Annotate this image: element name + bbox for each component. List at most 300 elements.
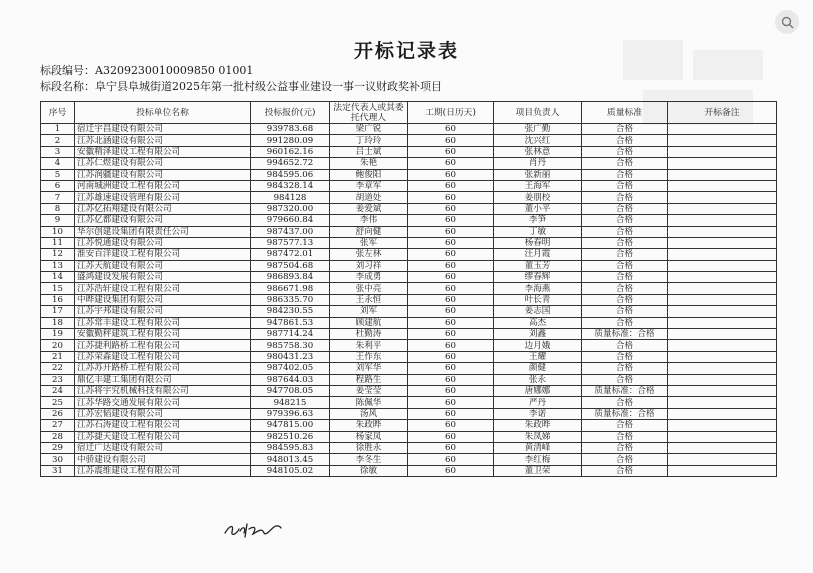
- cell-period: 60: [408, 135, 494, 146]
- cell-rep: 姜爱斌: [330, 203, 408, 214]
- table-row: [41, 374, 777, 385]
- cell-remarks: [668, 283, 777, 294]
- cell-seq: 11: [41, 237, 75, 248]
- cell-seq: 29: [41, 442, 75, 453]
- cell-rep: 刘习祥: [330, 260, 408, 271]
- cell-rep: 姜莹莹: [330, 385, 408, 396]
- cell-manager: 李诺: [494, 408, 582, 419]
- cell-quality: 合格: [582, 317, 668, 328]
- table-row: [41, 146, 777, 157]
- cell-manager: 汪月霞: [494, 249, 582, 260]
- cell-manager: 姜朋校: [494, 192, 582, 203]
- cell-rep: 舒向健: [330, 226, 408, 237]
- cell-company: 河南城洲建设工程有限公司: [75, 180, 251, 191]
- section-number: [40, 62, 253, 78]
- cell-price: 984595.83: [251, 442, 330, 453]
- cell-remarks: [668, 237, 777, 248]
- cell-period: 60: [408, 454, 494, 465]
- cell-rep: 刘军: [330, 306, 408, 317]
- cell-manager: 叶长青: [494, 294, 582, 305]
- cell-company: 江苏荣森建设工程有限公司: [75, 351, 251, 362]
- cell-company: 宿迁宇昌建设有限公司: [75, 124, 251, 135]
- bid-opening-table: [40, 101, 777, 477]
- cell-period: 60: [408, 203, 494, 214]
- section-name: [40, 78, 442, 94]
- cell-price: 948013.45: [251, 454, 330, 465]
- cell-remarks: [668, 363, 777, 374]
- cell-company: 江苏悦通建设有限公司: [75, 237, 251, 248]
- cell-manager: 张永: [494, 374, 582, 385]
- section-number-label: 标段编号：: [40, 64, 95, 77]
- cell-period: 60: [408, 146, 494, 157]
- cell-rep: 杜勤涛: [330, 329, 408, 340]
- header-company: 投标单位名称: [75, 102, 251, 124]
- table-row: [41, 306, 777, 317]
- cell-manager: 朱凤娣: [494, 431, 582, 442]
- cell-manager: 李海燕: [494, 283, 582, 294]
- table-row: [41, 340, 777, 351]
- cell-quality: 合格: [582, 226, 668, 237]
- cell-seq: 25: [41, 397, 75, 408]
- header-price: 投标报价(元): [251, 102, 330, 124]
- cell-rep: 徐敏: [330, 465, 408, 476]
- cell-company: 江苏华路交通发展有限公司: [75, 397, 251, 408]
- cell-manager: 黄清峰: [494, 442, 582, 453]
- cell-company: 江苏苏开路桥工程有限公司: [75, 363, 251, 374]
- cell-rep: 李伟: [330, 215, 408, 226]
- zoom-icon: [781, 16, 794, 29]
- cell-seq: 3: [41, 146, 75, 157]
- cell-period: 60: [408, 340, 494, 351]
- cell-period: 60: [408, 431, 494, 442]
- cell-period: 60: [408, 420, 494, 431]
- cell-rep: 张左林: [330, 249, 408, 260]
- cell-remarks: [668, 442, 777, 453]
- cell-price: 979660.84: [251, 215, 330, 226]
- cell-rep: 杨家凤: [330, 431, 408, 442]
- cell-company: 安徽勤秤建筑工程有限公司: [75, 329, 251, 340]
- cell-company: 江苏雄速建设管理有限公司: [75, 192, 251, 203]
- cell-quality: 合格: [582, 420, 668, 431]
- cell-price: 987402.05: [251, 363, 330, 374]
- cell-rep: 汤风: [330, 408, 408, 419]
- cell-remarks: [668, 454, 777, 465]
- header-quality: 质量标准: [582, 102, 668, 124]
- cell-rep: 鲍俊阳: [330, 169, 408, 180]
- cell-price: 948215: [251, 397, 330, 408]
- cell-period: 60: [408, 249, 494, 260]
- cell-company: 江苏亿都建设有限公司: [75, 215, 251, 226]
- cell-price: 987320.00: [251, 203, 330, 214]
- cell-quality: 合格: [582, 146, 668, 157]
- cell-price: 984128: [251, 192, 330, 203]
- cell-rep: 陈佩华: [330, 397, 408, 408]
- page-title: 开标记录表: [353, 40, 459, 62]
- header-rep: 法定代表人或其委托代理人: [330, 102, 408, 124]
- cell-quality: 合格: [582, 124, 668, 135]
- table-row: [41, 408, 777, 419]
- cell-company: 淮安百洋建设工程有限公司: [75, 249, 251, 260]
- cell-price: 987577.13: [251, 237, 330, 248]
- cell-period: 60: [408, 260, 494, 271]
- cell-remarks: [668, 329, 777, 340]
- table-row: [41, 420, 777, 431]
- cell-seq: 7: [41, 192, 75, 203]
- cell-seq: 5: [41, 169, 75, 180]
- cell-remarks: [668, 374, 777, 385]
- cell-quality: 合格: [582, 237, 668, 248]
- cell-company: 江苏震维建设工程有限公司: [75, 465, 251, 476]
- table-row: [41, 431, 777, 442]
- cell-company: 江苏仁煜建设有限公司: [75, 158, 251, 169]
- cell-quality: 合格: [582, 306, 668, 317]
- table-row: [41, 385, 777, 396]
- cell-price: 987472.01: [251, 249, 330, 260]
- cell-period: 60: [408, 363, 494, 374]
- cell-period: 60: [408, 272, 494, 283]
- table-row: [41, 351, 777, 362]
- cell-remarks: [668, 260, 777, 271]
- cell-remarks: [668, 272, 777, 283]
- cell-seq: 10: [41, 226, 75, 237]
- cell-rep: 王永恒: [330, 294, 408, 305]
- table-row: [41, 249, 777, 260]
- cell-quality: 合格: [582, 215, 668, 226]
- cell-price: 984595.06: [251, 169, 330, 180]
- cell-remarks: [668, 146, 777, 157]
- table-row: [41, 363, 777, 374]
- cell-manager: 边月娥: [494, 340, 582, 351]
- table-row: [41, 203, 777, 214]
- cell-manager: 肖丹: [494, 158, 582, 169]
- table-row: [41, 317, 777, 328]
- table-row: [41, 272, 777, 283]
- cell-quality: 合格: [582, 351, 668, 362]
- cell-manager: 李笋: [494, 215, 582, 226]
- cell-remarks: [668, 203, 777, 214]
- cell-seq: 12: [41, 249, 75, 260]
- table-row: [41, 283, 777, 294]
- table-header-row: [41, 102, 777, 124]
- cell-period: 60: [408, 180, 494, 191]
- cell-seq: 2: [41, 135, 75, 146]
- table-row: [41, 135, 777, 146]
- cell-price: 948105.02: [251, 465, 330, 476]
- cell-quality: 合格: [582, 158, 668, 169]
- cell-rep: 丁玲玲: [330, 135, 408, 146]
- table-body: [41, 124, 777, 477]
- cell-price: 987714.24: [251, 329, 330, 340]
- cell-price: 994652.72: [251, 158, 330, 169]
- cell-seq: 1: [41, 124, 75, 135]
- cell-manager: 王海军: [494, 180, 582, 191]
- cell-rep: 李冬生: [330, 454, 408, 465]
- cell-period: 60: [408, 306, 494, 317]
- cell-remarks: [668, 340, 777, 351]
- cell-company: 江苏石涛建设工程有限公司: [75, 420, 251, 431]
- cell-price: 947708.05: [251, 385, 330, 396]
- cell-seq: 31: [41, 465, 75, 476]
- table-row: [41, 169, 777, 180]
- cell-manager: 唐娜娜: [494, 385, 582, 396]
- cell-price: 986893.84: [251, 272, 330, 283]
- cell-quality: 合格: [582, 294, 668, 305]
- cell-seq: 21: [41, 351, 75, 362]
- cell-seq: 26: [41, 408, 75, 419]
- table-row: [41, 215, 777, 226]
- cell-manager: 董小平: [494, 203, 582, 214]
- cell-company: 中晔建设集团有限公司: [75, 294, 251, 305]
- cell-quality: 质量标准：合格: [582, 408, 668, 419]
- cell-remarks: [668, 135, 777, 146]
- cell-company: 安徽精泽建设工程有限公司: [75, 146, 251, 157]
- cell-manager: 李红梅: [494, 454, 582, 465]
- cell-company: 宿迁广达建设有限公司: [75, 442, 251, 453]
- cell-company: 江苏北涵建设有限公司: [75, 135, 251, 146]
- table-row: [41, 397, 777, 408]
- cell-company: 江苏天航建设有限公司: [75, 260, 251, 271]
- cell-quality: 合格: [582, 363, 668, 374]
- cell-remarks: [668, 420, 777, 431]
- cell-quality: 合格: [582, 272, 668, 283]
- cell-rep: 顾建航: [330, 317, 408, 328]
- cell-company: 华尔创建设集团有限责任公司: [75, 226, 251, 237]
- cell-quality: 质量标准：合格: [582, 329, 668, 340]
- cell-company: 江苏捷天建设工程有限公司: [75, 431, 251, 442]
- cell-manager: 董卫荣: [494, 465, 582, 476]
- cell-quality: 合格: [582, 431, 668, 442]
- header-remarks: 开标备注: [668, 102, 777, 124]
- cell-price: 986335.70: [251, 294, 330, 305]
- cell-price: 987437.00: [251, 226, 330, 237]
- cell-period: 60: [408, 465, 494, 476]
- cell-company: 鼎亿丰建工集团有限公司: [75, 374, 251, 385]
- cell-price: 986671.98: [251, 283, 330, 294]
- cell-seq: 17: [41, 306, 75, 317]
- cell-price: 982510.26: [251, 431, 330, 442]
- cell-seq: 16: [41, 294, 75, 305]
- cell-rep: 朱利平: [330, 340, 408, 351]
- cell-rep: 李章军: [330, 180, 408, 191]
- cell-seq: 8: [41, 203, 75, 214]
- cell-price: 947815.00: [251, 420, 330, 431]
- cell-price: 939783.68: [251, 124, 330, 135]
- cell-quality: 合格: [582, 465, 668, 476]
- cell-remarks: [668, 397, 777, 408]
- cell-manager: 王耀: [494, 351, 582, 362]
- cell-seq: 23: [41, 374, 75, 385]
- cell-remarks: [668, 192, 777, 203]
- cell-company: 江苏捷利路桥工程有限公司: [75, 340, 251, 351]
- cell-rep: 李成勇: [330, 272, 408, 283]
- cell-price: 987644.03: [251, 374, 330, 385]
- cell-rep: 刘军华: [330, 363, 408, 374]
- cell-seq: 28: [41, 431, 75, 442]
- cell-remarks: [668, 306, 777, 317]
- section-number-value: A3209230010009850 01001: [95, 64, 254, 77]
- cell-seq: 19: [41, 329, 75, 340]
- cell-manager: 姜志国: [494, 306, 582, 317]
- table-row: [41, 454, 777, 465]
- cell-rep: 朱政晔: [330, 420, 408, 431]
- cell-rep: 梁广锐: [330, 124, 408, 135]
- cell-price: 980431.23: [251, 351, 330, 362]
- cell-quality: 合格: [582, 249, 668, 260]
- cell-period: 60: [408, 442, 494, 453]
- cell-rep: 张军: [330, 237, 408, 248]
- table-row: [41, 124, 777, 135]
- cell-period: 60: [408, 192, 494, 203]
- cell-period: 60: [408, 226, 494, 237]
- cell-manager: 张新丽: [494, 169, 582, 180]
- cell-seq: 24: [41, 385, 75, 396]
- cell-quality: 合格: [582, 169, 668, 180]
- cell-quality: 合格: [582, 442, 668, 453]
- cell-remarks: [668, 169, 777, 180]
- cell-quality: 合格: [582, 374, 668, 385]
- cell-rep: 朱艳: [330, 158, 408, 169]
- cell-quality: 合格: [582, 260, 668, 271]
- cell-remarks: [668, 158, 777, 169]
- cell-rep: 胡道处: [330, 192, 408, 203]
- cell-manager: 朱政晔: [494, 420, 582, 431]
- cell-company: 江苏宏韬建设有限公司: [75, 408, 251, 419]
- cell-quality: 合格: [582, 340, 668, 351]
- table-row: [41, 180, 777, 191]
- cell-manager: 张林意: [494, 146, 582, 157]
- cell-quality: 合格: [582, 135, 668, 146]
- zoom-button[interactable]: [775, 10, 799, 34]
- header-period: 工期(日历天): [408, 102, 494, 124]
- table-row: [41, 158, 777, 169]
- cell-period: 60: [408, 294, 494, 305]
- handwritten-signature: [222, 515, 284, 541]
- header-seq: 序号: [41, 102, 75, 124]
- cell-quality: 合格: [582, 397, 668, 408]
- cell-period: 60: [408, 351, 494, 362]
- cell-price: 987504.68: [251, 260, 330, 271]
- cell-seq: 13: [41, 260, 75, 271]
- cell-seq: 6: [41, 180, 75, 191]
- cell-seq: 18: [41, 317, 75, 328]
- cell-period: 60: [408, 385, 494, 396]
- cell-seq: 4: [41, 158, 75, 169]
- cell-seq: 9: [41, 215, 75, 226]
- cell-manager: 张广勤: [494, 124, 582, 135]
- cell-seq: 15: [41, 283, 75, 294]
- table-row: [41, 237, 777, 248]
- table-row: [41, 192, 777, 203]
- cell-company: 江苏亿拓翔建设有限公司: [75, 203, 251, 214]
- cell-period: 60: [408, 317, 494, 328]
- table-row: [41, 465, 777, 476]
- cell-period: 60: [408, 397, 494, 408]
- section-name-value: 阜宁县阜城街道2025年第一批村级公益事业建设一事一议财政奖补项目: [95, 80, 442, 93]
- cell-manager: 缪春辉: [494, 272, 582, 283]
- cell-manager: 颜健: [494, 363, 582, 374]
- cell-seq: 20: [41, 340, 75, 351]
- cell-quality: 合格: [582, 454, 668, 465]
- cell-price: 979396.63: [251, 408, 330, 419]
- cell-rep: 程路生: [330, 374, 408, 385]
- cell-rep: 王作东: [330, 351, 408, 362]
- cell-remarks: [668, 249, 777, 260]
- cell-company: 盛鸿建设发展有限公司: [75, 272, 251, 283]
- cell-period: 60: [408, 158, 494, 169]
- cell-rep: 吕士斌: [330, 146, 408, 157]
- cell-manager: 丁敏: [494, 226, 582, 237]
- table-row: [41, 442, 777, 453]
- cell-remarks: [668, 215, 777, 226]
- cell-period: 60: [408, 283, 494, 294]
- table-row: [41, 294, 777, 305]
- cell-remarks: [668, 294, 777, 305]
- cell-period: 60: [408, 169, 494, 180]
- cell-manager: 高杰: [494, 317, 582, 328]
- cell-price: 991280.09: [251, 135, 330, 146]
- cell-price: 960162.16: [251, 146, 330, 157]
- cell-period: 60: [408, 374, 494, 385]
- cell-remarks: [668, 408, 777, 419]
- cell-period: 60: [408, 329, 494, 340]
- cell-price: 984328.14: [251, 180, 330, 191]
- cell-remarks: [668, 465, 777, 476]
- table-row: [41, 226, 777, 237]
- cell-remarks: [668, 351, 777, 362]
- cell-seq: 22: [41, 363, 75, 374]
- cell-company: 江苏浩轩建设工程有限公司: [75, 283, 251, 294]
- cell-remarks: [668, 124, 777, 135]
- cell-remarks: [668, 431, 777, 442]
- cell-company: 江苏润疆建设有限公司: [75, 169, 251, 180]
- cell-period: 60: [408, 215, 494, 226]
- cell-manager: 严丹: [494, 397, 582, 408]
- cell-period: 60: [408, 408, 494, 419]
- section-name-label: 标段名称：: [40, 80, 95, 93]
- cell-remarks: [668, 385, 777, 396]
- cell-manager: 刘鑫: [494, 329, 582, 340]
- cell-period: 60: [408, 237, 494, 248]
- cell-quality: 质量标准：合格: [582, 385, 668, 396]
- cell-price: 985758.30: [251, 340, 330, 351]
- cell-rep: 徐胜永: [330, 442, 408, 453]
- cell-rep: 张中亮: [330, 283, 408, 294]
- cell-company: 江苏宇邦建设有限公司: [75, 306, 251, 317]
- cell-company: 中骄建设有限公司: [75, 454, 251, 465]
- table-row: [41, 329, 777, 340]
- cell-company: 江苏常丰建设工程有限公司: [75, 317, 251, 328]
- cell-period: 60: [408, 124, 494, 135]
- cell-remarks: [668, 180, 777, 191]
- cell-price: 947861.53: [251, 317, 330, 328]
- cell-manager: 董玉芳: [494, 260, 582, 271]
- cell-quality: 合格: [582, 192, 668, 203]
- cell-manager: 沈兴红: [494, 135, 582, 146]
- cell-company: 江苏将宇究机械科技有限公司: [75, 385, 251, 396]
- cell-price: 984230.55: [251, 306, 330, 317]
- cell-quality: 合格: [582, 180, 668, 191]
- cell-seq: 27: [41, 420, 75, 431]
- cell-remarks: [668, 317, 777, 328]
- cell-quality: 合格: [582, 203, 668, 214]
- cell-manager: 杨春明: [494, 237, 582, 248]
- cell-seq: 30: [41, 454, 75, 465]
- header-manager: 项目负责人: [494, 102, 582, 124]
- cell-remarks: [668, 226, 777, 237]
- cell-seq: 14: [41, 272, 75, 283]
- cell-quality: 合格: [582, 283, 668, 294]
- table-row: [41, 260, 777, 271]
